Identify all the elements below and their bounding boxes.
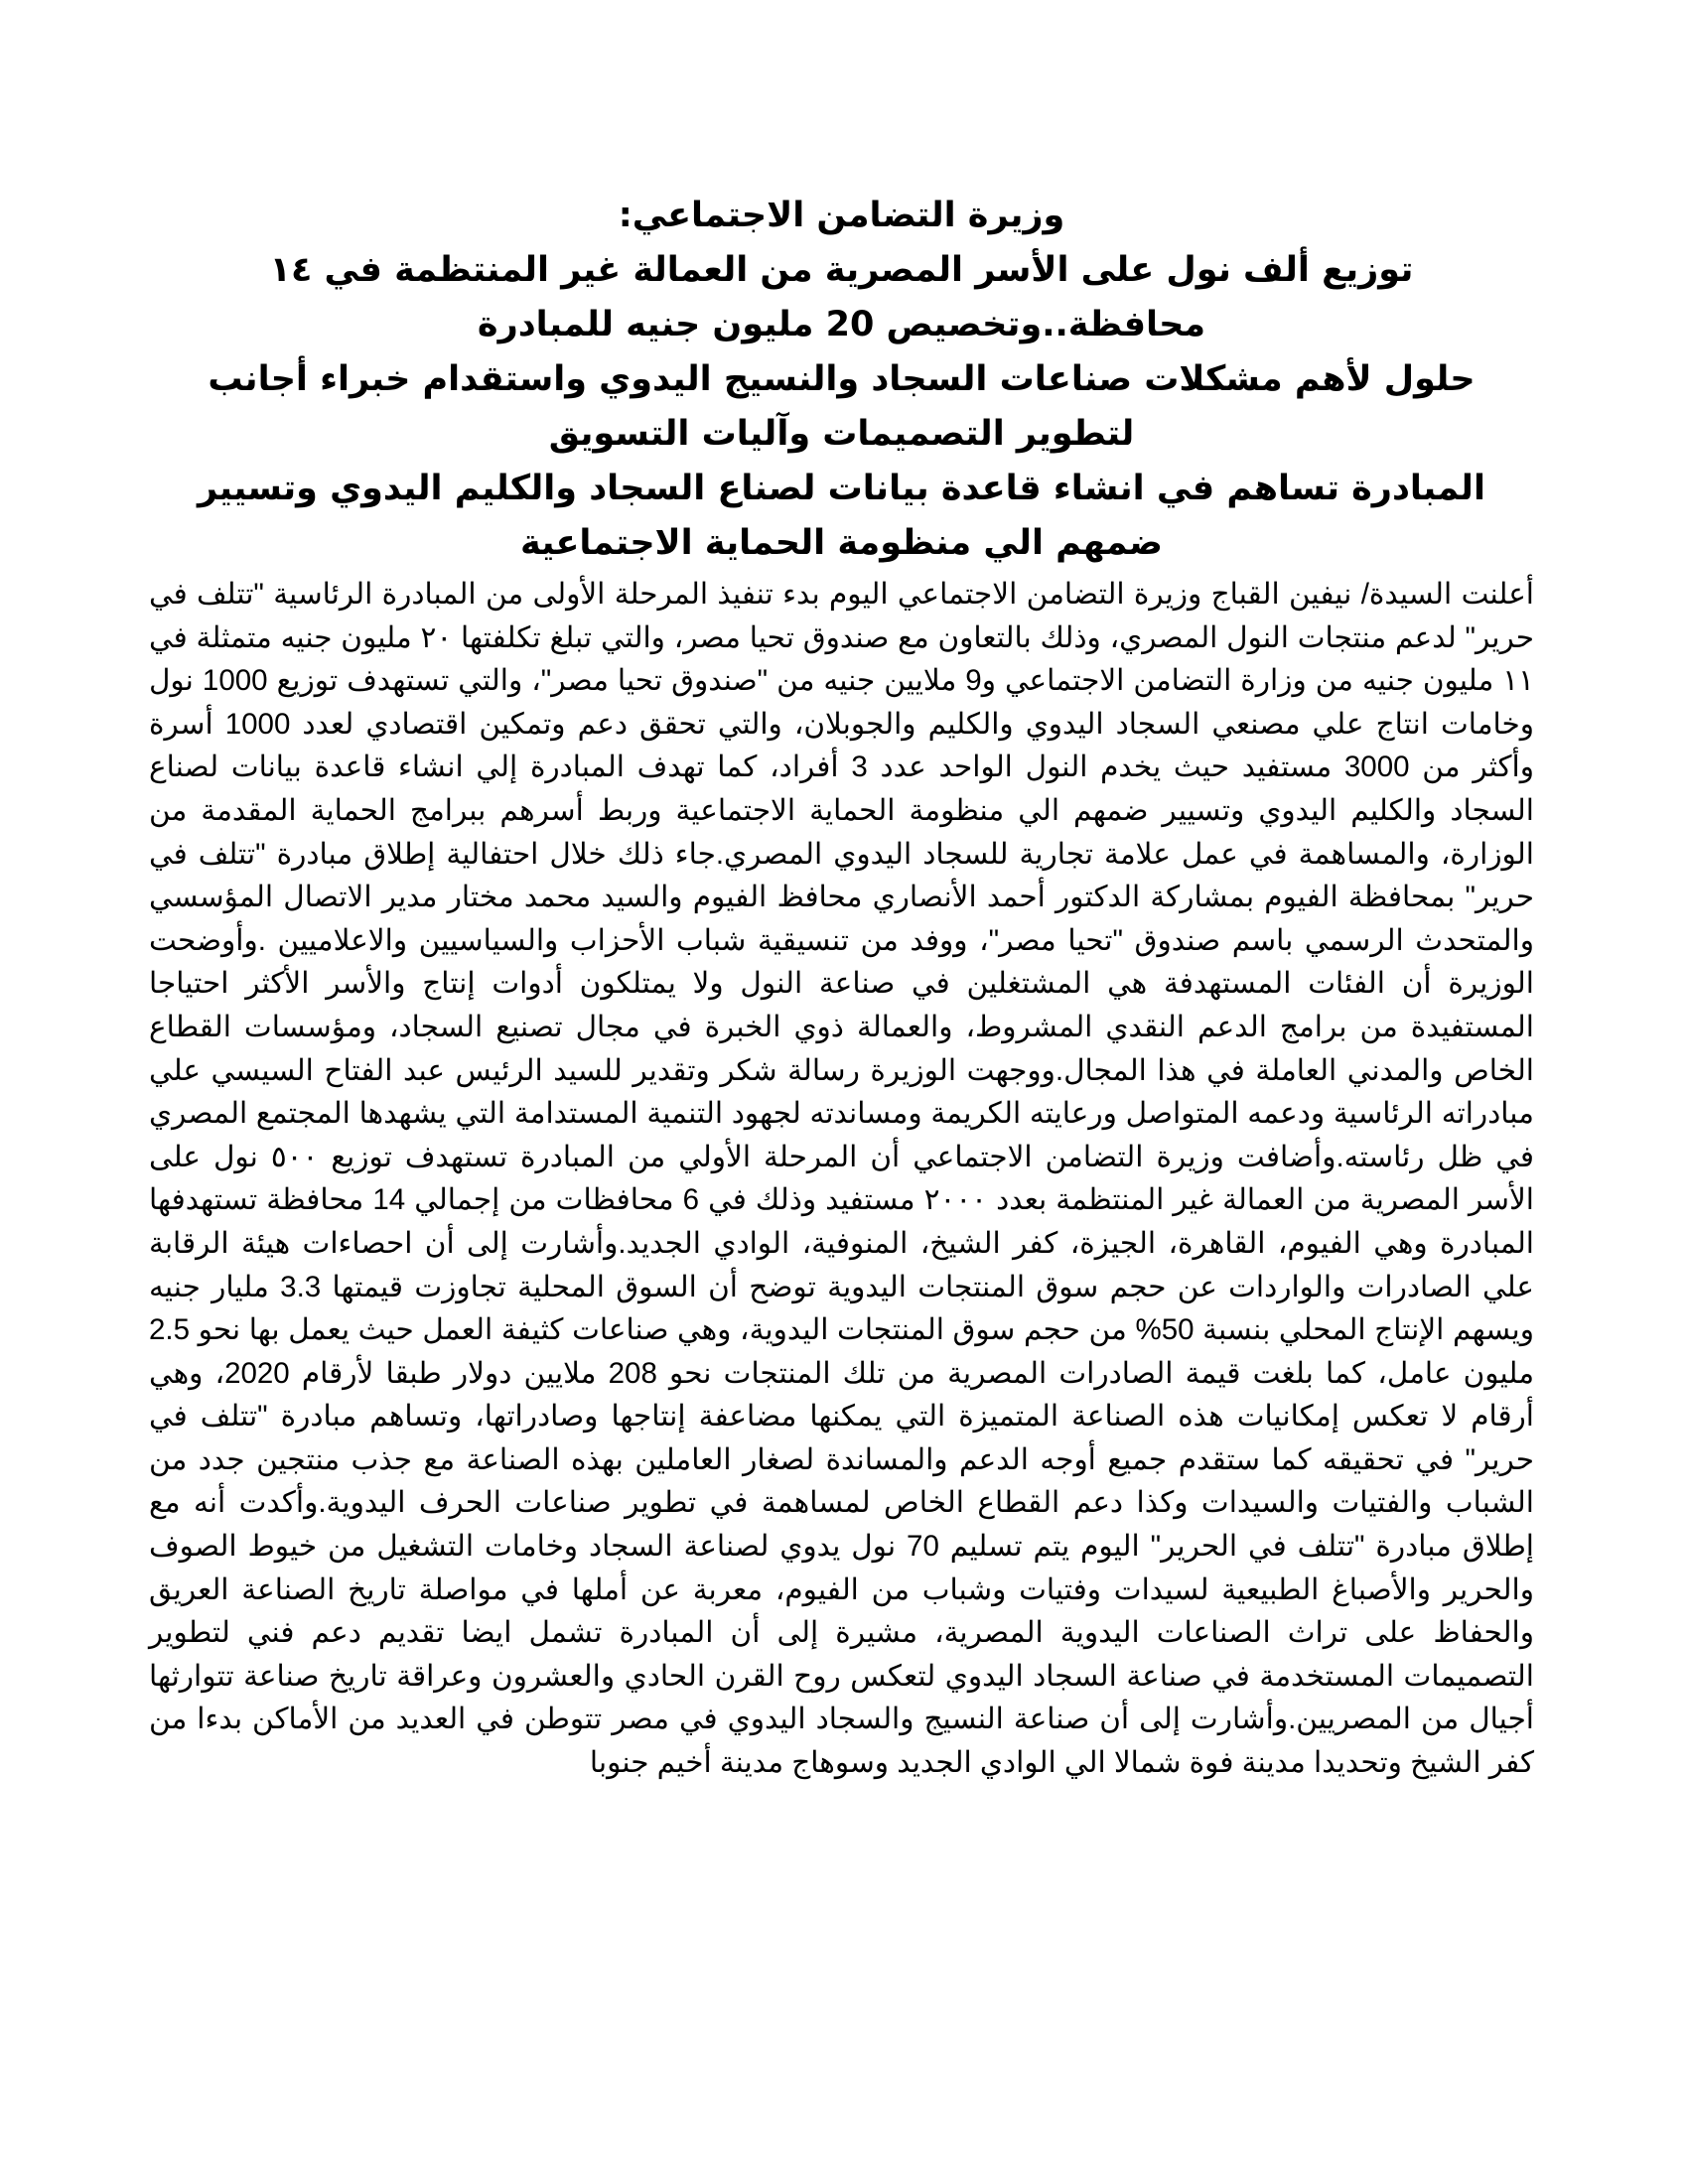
article-body: أعلنت السيدة/ نيفين القباج وزيرة التضامن الاجتماعي اليوم بدء تنفيذ المرحلة الأولى من المبادرة الرئاسية "تتلف في حرير" لدعم منتجات النول المصري، وذلك بالتعاون مع صندوق تحيا مصر، والتي تبلغ تكلفتها ٢٠ مليون جنيه متمثلة في ١١ مليون جنيه من وزارة التضامن الاجتماعي و9 ملايين جنيه من "صندوق تحيا مصر"، والتي تستهدف توزيع 1000 نول وخامات انتاج علي مصنعي السجاد اليدوي والكليم والجوبلان، والتي تحقق دعم وتمكين اقتصادي لعدد 1000 أسرة وأكثر من 3000 مستفيد حيث يخدم النول الواحد عدد 3 أفراد، كما تهدف المبادرة إلي انشاء قاعدة بيانات لصناع السجاد والكليم اليدوي وتسيير ضمهم الي منظومة الحماية الاجتماعية وربط أسرهم ببرامج الحماية المقدمة من الوزارة، والمساهمة في عمل علامة تجارية للسجاد اليدوي المصري.جاء ذلك خلال احتفالية إطلاق مبادرة "تتلف في حرير" بمحافظة الفيوم بمشاركة الدكتور أحمد الأنصاري محافظ الفيوم والسيد محمد مختار مدير الاتصال المؤسسي والمتحدث الرسمي باسم صندوق "تحيا مصر"، ووفد من تنسيقية شباب الأحزاب والسياسيين والاعلاميين .وأوضحت الوزيرة أن الفئات المستهدفة هي المشتغلين في صناعة النول ولا يمتلكون أدوات إنتاج والأسر الأكثر احتياجا المستفيدة من برامج الدعم النقدي المشروط، والعمالة ذوي الخبرة في مجال تصنيع السجاد، ومؤسسات القطاع الخاص والمدني العاملة في هذا المجال.ووجهت الوزيرة رسالة شكر وتقدير للسيد الرئيس عبد الفتاح السيسي علي مبادراته الرئاسية ودعمه المتواصل ورعايته الكريمة ومساندته لجهود التنمية المستدامة التي يشهدها المجتمع المصري في ظل رئاسته.وأضافت وزيرة التضامن الاجتماعي أن المرحلة الأولي من المبادرة تستهدف توزيع ٥٠٠ نول على الأسر المصرية من العمالة غير المنتظمة بعدد ٢٠٠٠ مستفيد وذلك في 6 محافظات من إجمالي 14 محافظة تستهدفها المبادرة وهي الفيوم، القاهرة، الجيزة، كفر الشيخ، المنوفية، الوادي الجديد.وأشارت إلى أن احصاءات هيئة الرقابة علي الصادرات والواردات عن حجم سوق المنتجات اليدوية توضح أن السوق المحلية تجاوزت قيمتها 3.3 مليار جنيه ويسهم الإنتاج المحلي بنسبة 50% من حجم سوق المنتجات اليدوية، وهي صناعات كثيفة العمل حيث يعمل بها نحو 2.5 مليون عامل، كما بلغت قيمة الصادرات المصرية من تلك المنتجات نحو 208 ملايين دولار طبقا لأرقام 2020، وهي أرقام لا تعكس إمكانيات هذه الصناعة المتميزة التي يمكنها مضاعفة إنتاجها وصادراتها، وتساهم مبادرة "تتلف في حرير" في تحقيقه كما ستقدم جميع أوجه الدعم والمساندة لصغار العاملين بهذه الصناعة مع جذب منتجين جدد من الشباب والفتيات والسيدات وكذا دعم القطاع الخاص لمساهمة في تطوير صناعات الحرف اليدوية.وأكدت أنه مع إطلاق مبادرة "تتلف في الحرير" اليوم يتم تسليم 70 نول يدوي لصناعة السجاد وخامات التشغيل من خيوط الصوف والحرير والأصباغ الطبيعية لسيدات وفتيات وشباب من الفيوم، معربة عن أملها في مواصلة تاريخ الصناعة العريق والحفاظ على تراث الصناعات اليدوية المصرية، مشيرة إلى أن المبادرة تشمل ايضا تقديم دعم فني لتطوير التصميمات المستخدمة في صناعة السجاد اليدوي لتعكس روح القرن الحادي والعشرون وعراقة تاريخ صناعة تتوارثها أجيال من المصريين.وأشارت إلى أن صناعة النسيج والسجاد اليدوي في مصر تتوطن في العديد من الأماكن بدءا من كفر الشيخ وتحديدا مدينة فوة شمالا الي الوادي الجديد وسوهاج مدينة أخيم جنوبا [149,578,1535,1780]
headline-carpet-solutions: حلول لأهم مشكلات صناعات السجاد والنسيج اليدوي واستقدام خبراء أجانب لتطوير التصميمات وآليات التسويق [208,359,1476,454]
headline-ministry: وزيرة التضامن الاجتماعي: [618,196,1065,235]
headline-database: المبادرة تساهم في انشاء قاعدة بيانات لصناع السجاد والكليم اليدوي وتسيير ضمهم الي منظومة الحماية الاجتماعية [198,469,1485,563]
document-page [149,189,1534,1785]
headline-looms-distribution: توزيع ألف نول على الأسر المصرية من العمالة غير المنتظمة في ١٤ محافظة..وتخصيص 20 مليون جنيه للمبادرة [269,250,1414,344]
headline-block [149,189,1534,571]
